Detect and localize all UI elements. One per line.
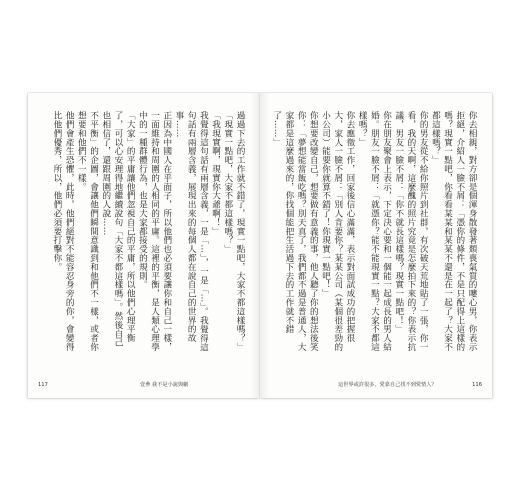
paragraph: 你在朋友聚會上表示，下定決心要和一個能一起成長的男人結婚。朋友一臉不屑：「就憑你？能不能現實一點？大家不都這樣嗎？」 bbox=[357, 111, 392, 352]
right-page-body bbox=[271, 111, 478, 355]
paragraph: 你去相親，對方卻是個渾身散發著頹喪氣質的嘍心男，你表示拒絕，介紹人一臉不屑：「憑你的條件，不是只配得上這樣的嗎？現實一點吧，你看看某某和某某不還是在一起了？大家不都這樣嗎？」 bbox=[430, 111, 477, 352]
running-header: 壹參 我不是小說與劇 bbox=[140, 382, 189, 388]
page-number: 116 bbox=[472, 382, 482, 388]
paragraph: 你去應徵工作，回家後信心滿滿，表示對面試成功的把握很大，家人一臉不屑：「別人肯要你？某某公司（某個很差勁的小公司）能要你就算不錯了！你現實一點吧！」 bbox=[320, 111, 355, 352]
paragraph: 他們會產生恐懼，此時，他們絕對不能容忍身旁的你，會變得比他們優秀，所以，他們必須要打擊你。 bbox=[51, 111, 75, 352]
gutter-shadow bbox=[260, 93, 270, 398]
paragraph: 過過下去的工作就不錯了，現實一點吧，大家不都這樣嗎？」 bbox=[235, 111, 245, 352]
paragraph: 不平衡」的企圖，會讓他們瞬間意識到和他們不一樣，或者你想要和他們不一樣。 bbox=[76, 111, 99, 352]
paragraph: 我覺得這句話有兩層含義，一是「…」，一是「…」。我覺得這句話有兩層含義，展現出來的每個人都在說自己的世界的故事…… bbox=[173, 111, 209, 352]
paragraph: 「現實一點吧，大家不都這樣嗎？」 bbox=[222, 111, 233, 254]
left-page bbox=[28, 93, 260, 398]
paragraph: 正因為中國人在乎面子，所以他們也必須要讓你和自己一樣，一面維持和周圍的人相同的平庸。這裡的平衡，是人類心理學中的一種群體行為，也是大家都接受的規則。 bbox=[137, 111, 172, 352]
left-page-body bbox=[44, 111, 246, 355]
gutter-shadow bbox=[250, 93, 260, 398]
paragraph: 「我現實啊，現實你大爺啊！」 bbox=[210, 111, 221, 236]
running-header: 這世界或許很多，愛靠自己找不到愛情人？ bbox=[338, 382, 437, 388]
book-spread bbox=[28, 93, 492, 398]
paragraph: 你的男友從不給你照片到社群，有次破天荒地貼了一張，你一看，我的天啊，這麼醜的照片究竟是怎麼拍下來的？你表示抗議，男友一臉不屑：「你不就長這樣嗎？現實一點吧！」 bbox=[393, 111, 429, 352]
paragraph: 「大家」的平庸讓他們忽視自己的平庸，所以他們心理平衡了，可以心安理得地繼續說句「大家不都這樣嗎」。然後自己也相信了，還跟周圍的人說…… bbox=[100, 111, 136, 347]
right-page bbox=[260, 93, 492, 398]
paragraph: 你想要改變自己，想要做有意義的事，他人聽了你的想法後笑你：「夢想能當飯吃嗎？別天真了，我們都不過是普通人，大家都是這麼過來的，你找個能把生活過下去的工作就不錯了……」 bbox=[271, 111, 319, 352]
page-number: 117 bbox=[38, 382, 48, 388]
